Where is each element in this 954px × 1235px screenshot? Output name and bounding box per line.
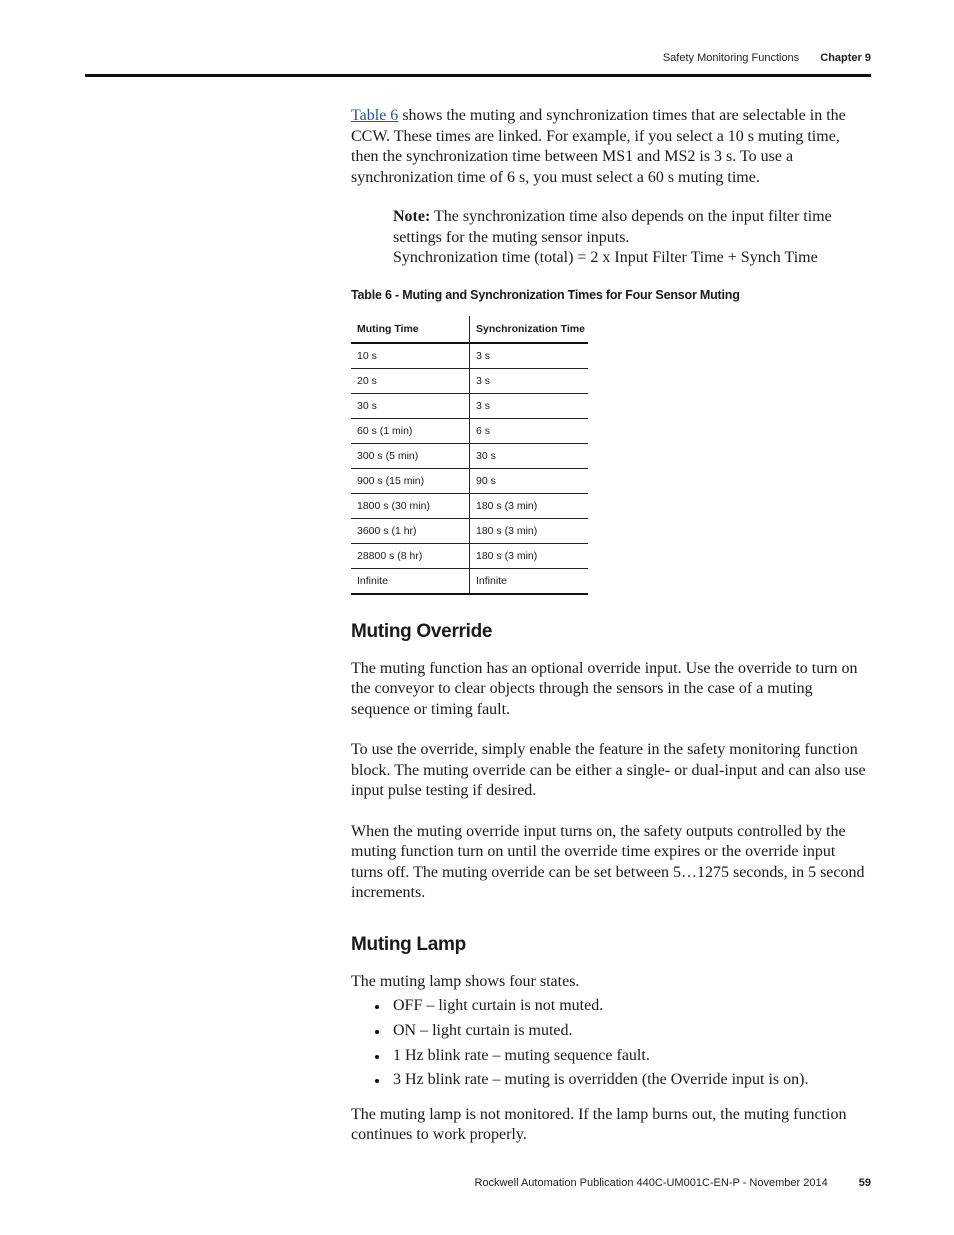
- note-label: Note:: [393, 208, 431, 225]
- table-row: [351, 368, 588, 393]
- column-header-synchronization-time: Synchronization Time: [470, 316, 589, 343]
- list-item: OFF – light curtain is not muted.: [351, 996, 871, 1017]
- note-block: [393, 207, 871, 269]
- table-header-row: [351, 316, 588, 343]
- table-row: [351, 493, 588, 518]
- page-footer: [475, 1177, 872, 1189]
- sync-time-cell: 3 s: [470, 343, 589, 369]
- sync-time-cell: 180 s (3 min): [470, 518, 589, 543]
- note-formula: Synchronization time (total) = 2 x Input Filter Time + Synch Time: [393, 249, 818, 266]
- table-row: [351, 468, 588, 493]
- muting-time-cell: 28800 s (8 hr): [351, 543, 470, 568]
- header-rule: [85, 74, 871, 77]
- lamp-intro: The muting lamp shows four states.: [351, 972, 580, 990]
- muting-time-cell: 3600 s (1 hr): [351, 518, 470, 543]
- muting-time-cell: 900 s (15 min): [351, 468, 470, 493]
- sync-time-cell: 6 s: [470, 418, 589, 443]
- muting-times-table: [351, 316, 588, 595]
- table-row: [351, 518, 588, 543]
- header-section-title: Safety Monitoring Functions: [662, 52, 800, 64]
- page-header: [663, 52, 871, 64]
- list-item: ON – light curtain is muted.: [351, 1021, 871, 1042]
- sync-time-cell: 30 s: [470, 443, 589, 468]
- muting-time-cell: 1800 s (30 min): [351, 493, 470, 518]
- sync-time-cell: 180 s (3 min): [470, 543, 589, 568]
- table-row: [351, 543, 588, 568]
- sync-time-cell: 3 s: [470, 393, 589, 418]
- muting-override-heading: Muting Override: [351, 620, 493, 642]
- muting-lamp-heading: Muting Lamp: [351, 933, 466, 955]
- muting-time-cell: 30 s: [351, 393, 470, 418]
- muting-time-cell: 60 s (1 min): [351, 418, 470, 443]
- muting-time-cell: 20 s: [351, 368, 470, 393]
- table-row: [351, 393, 588, 418]
- page-content: [351, 106, 871, 1146]
- sync-time-cell: 180 s (3 min): [470, 493, 589, 518]
- intro-text: shows the muting and synchronization times that are selectable in the CCW. These times are linked. For example, if you select a 10 s muting time, then the synchronization time between MS1 and MS2 is 3 s. To use a synchronization time of 6 s, you must select a 60 s muting time.: [351, 107, 846, 186]
- lamp-states-list: [351, 996, 871, 1091]
- table-caption: Table 6 - Muting and Synchronization Times for Four Sensor Muting: [351, 287, 740, 302]
- override-paragraph: To use the override, simply enable the feature in the safety monitoring function block. The muting override can be either a single- or dual-input and can also use input pulse testing if desired.: [351, 741, 866, 799]
- table-row: [351, 343, 588, 369]
- note-text: The synchronization time also depends on the input filter time settings for the muting sensor inputs.: [393, 208, 832, 246]
- sync-time-cell: 3 s: [470, 368, 589, 393]
- muting-time-cell: 300 s (5 min): [351, 443, 470, 468]
- table-row: [351, 568, 588, 594]
- sync-time-cell: 90 s: [470, 468, 589, 493]
- sync-time-cell: Infinite: [470, 568, 589, 594]
- intro-paragraph: [351, 106, 871, 188]
- table-row: [351, 418, 588, 443]
- override-paragraph: When the muting override input turns on, the safety outputs controlled by the muting function turn on until the override time expires or the override input turns off. The muting override can be set between 5…1275 seconds, in 5 second increments.: [351, 822, 865, 901]
- lamp-closing-paragraph: The muting lamp is not monitored. If the lamp burns out, the muting function continues to work properly.: [351, 1105, 847, 1144]
- header-chapter-label: Chapter 9: [820, 52, 871, 64]
- muting-time-cell: Infinite: [351, 568, 470, 594]
- footer-publication: Rockwell Automation Publication 440C-UM001C-EN-P - November 2014: [474, 1177, 828, 1189]
- table-row: [351, 443, 588, 468]
- column-header-muting-time: Muting Time: [351, 316, 470, 343]
- list-item: 1 Hz blink rate – muting sequence fault.: [351, 1046, 871, 1067]
- table-6-link[interactable]: Table 6: [351, 107, 399, 124]
- muting-time-cell: 10 s: [351, 343, 470, 369]
- override-paragraph: The muting function has an optional override input. Use the override to turn on the conveyor to clear objects through the sensors in the case of a muting sequence or timing fault.: [351, 659, 858, 718]
- page-number: 59: [858, 1177, 871, 1189]
- list-item: 3 Hz blink rate – muting is overridden (the Override input is on).: [351, 1070, 871, 1091]
